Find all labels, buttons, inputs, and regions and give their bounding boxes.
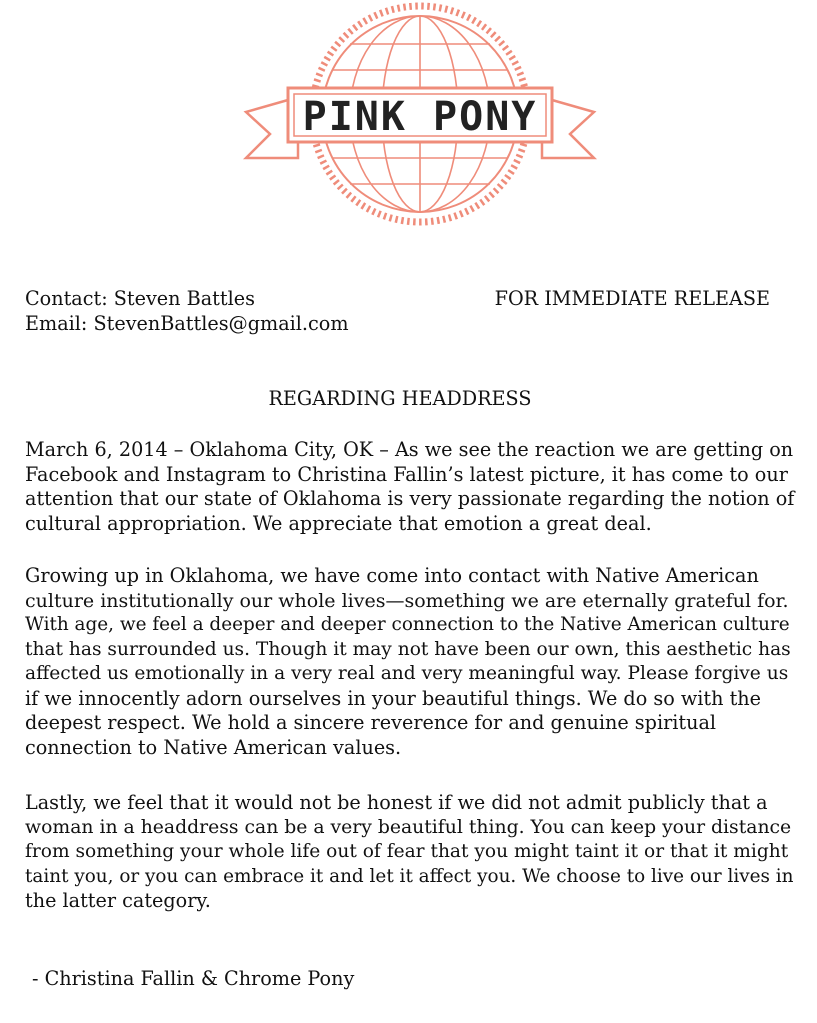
text-line: the latter category. xyxy=(25,889,211,912)
text-line: from something your whole life out of fear that you might taint it or that it might xyxy=(25,841,789,862)
contact-email: Email: StevenBattles@gmail.com xyxy=(25,312,349,335)
document-heading: REGARDING HEADDRESS xyxy=(268,387,532,410)
text-line: taint you, or you can embrace it and let it affect you. We choose to live our lives in xyxy=(25,865,794,887)
text-line: deepest respect. We hold a sincere reverence for and genuine spiritual xyxy=(25,711,717,734)
release-label: FOR IMMEDIATE RELEASE xyxy=(494,287,770,310)
contact-row xyxy=(25,287,770,311)
text-line: affected us emotionally in a very real and very meaningful way. Please forgive us xyxy=(25,663,789,684)
text-line: With age, we feel a deeper and deeper connection to the Native American culture xyxy=(25,614,790,635)
paragraph-3 xyxy=(25,791,795,914)
text-line: woman in a headdress can be a very beautiful thing. You can keep your distance xyxy=(25,816,792,838)
text-line: March 6, 2014 – Oklahoma City, OK – As we see the reaction we are getting on xyxy=(25,438,794,461)
paragraph-2 xyxy=(25,564,795,760)
logo-text: PINK PONY xyxy=(302,94,538,140)
signature: - Christina Fallin & Chrome Pony xyxy=(32,967,355,990)
text-line: that has surrounded us. Though it may not have been our own, this aesthetic has xyxy=(25,638,791,660)
text-line: if we innocently adorn ourselves in your beautiful things. We do so with the xyxy=(25,686,762,710)
text-line: attention that our state of Oklahoma is very passionate regarding the notion of xyxy=(25,487,795,510)
text-line: Growing up in Oklahoma, we have come into contact with Native American xyxy=(25,564,759,587)
pink-pony-logo xyxy=(240,0,600,235)
text-line: connection to Native American values. xyxy=(25,735,402,759)
text-line: Facebook and Instagram to Christina Fallin’s latest picture, it has come to our xyxy=(25,462,788,486)
text-line: Lastly, we feel that it would not be honest if we did not admit publicly that a xyxy=(25,791,768,814)
text-line: cultural appropriation. We appreciate that emotion a great deal. xyxy=(25,511,652,535)
paragraph-1 xyxy=(25,438,795,536)
text-line: culture institutionally our whole lives—something we are eternally grateful for. xyxy=(25,589,789,612)
contact-name: Contact: Steven Battles xyxy=(25,287,255,310)
